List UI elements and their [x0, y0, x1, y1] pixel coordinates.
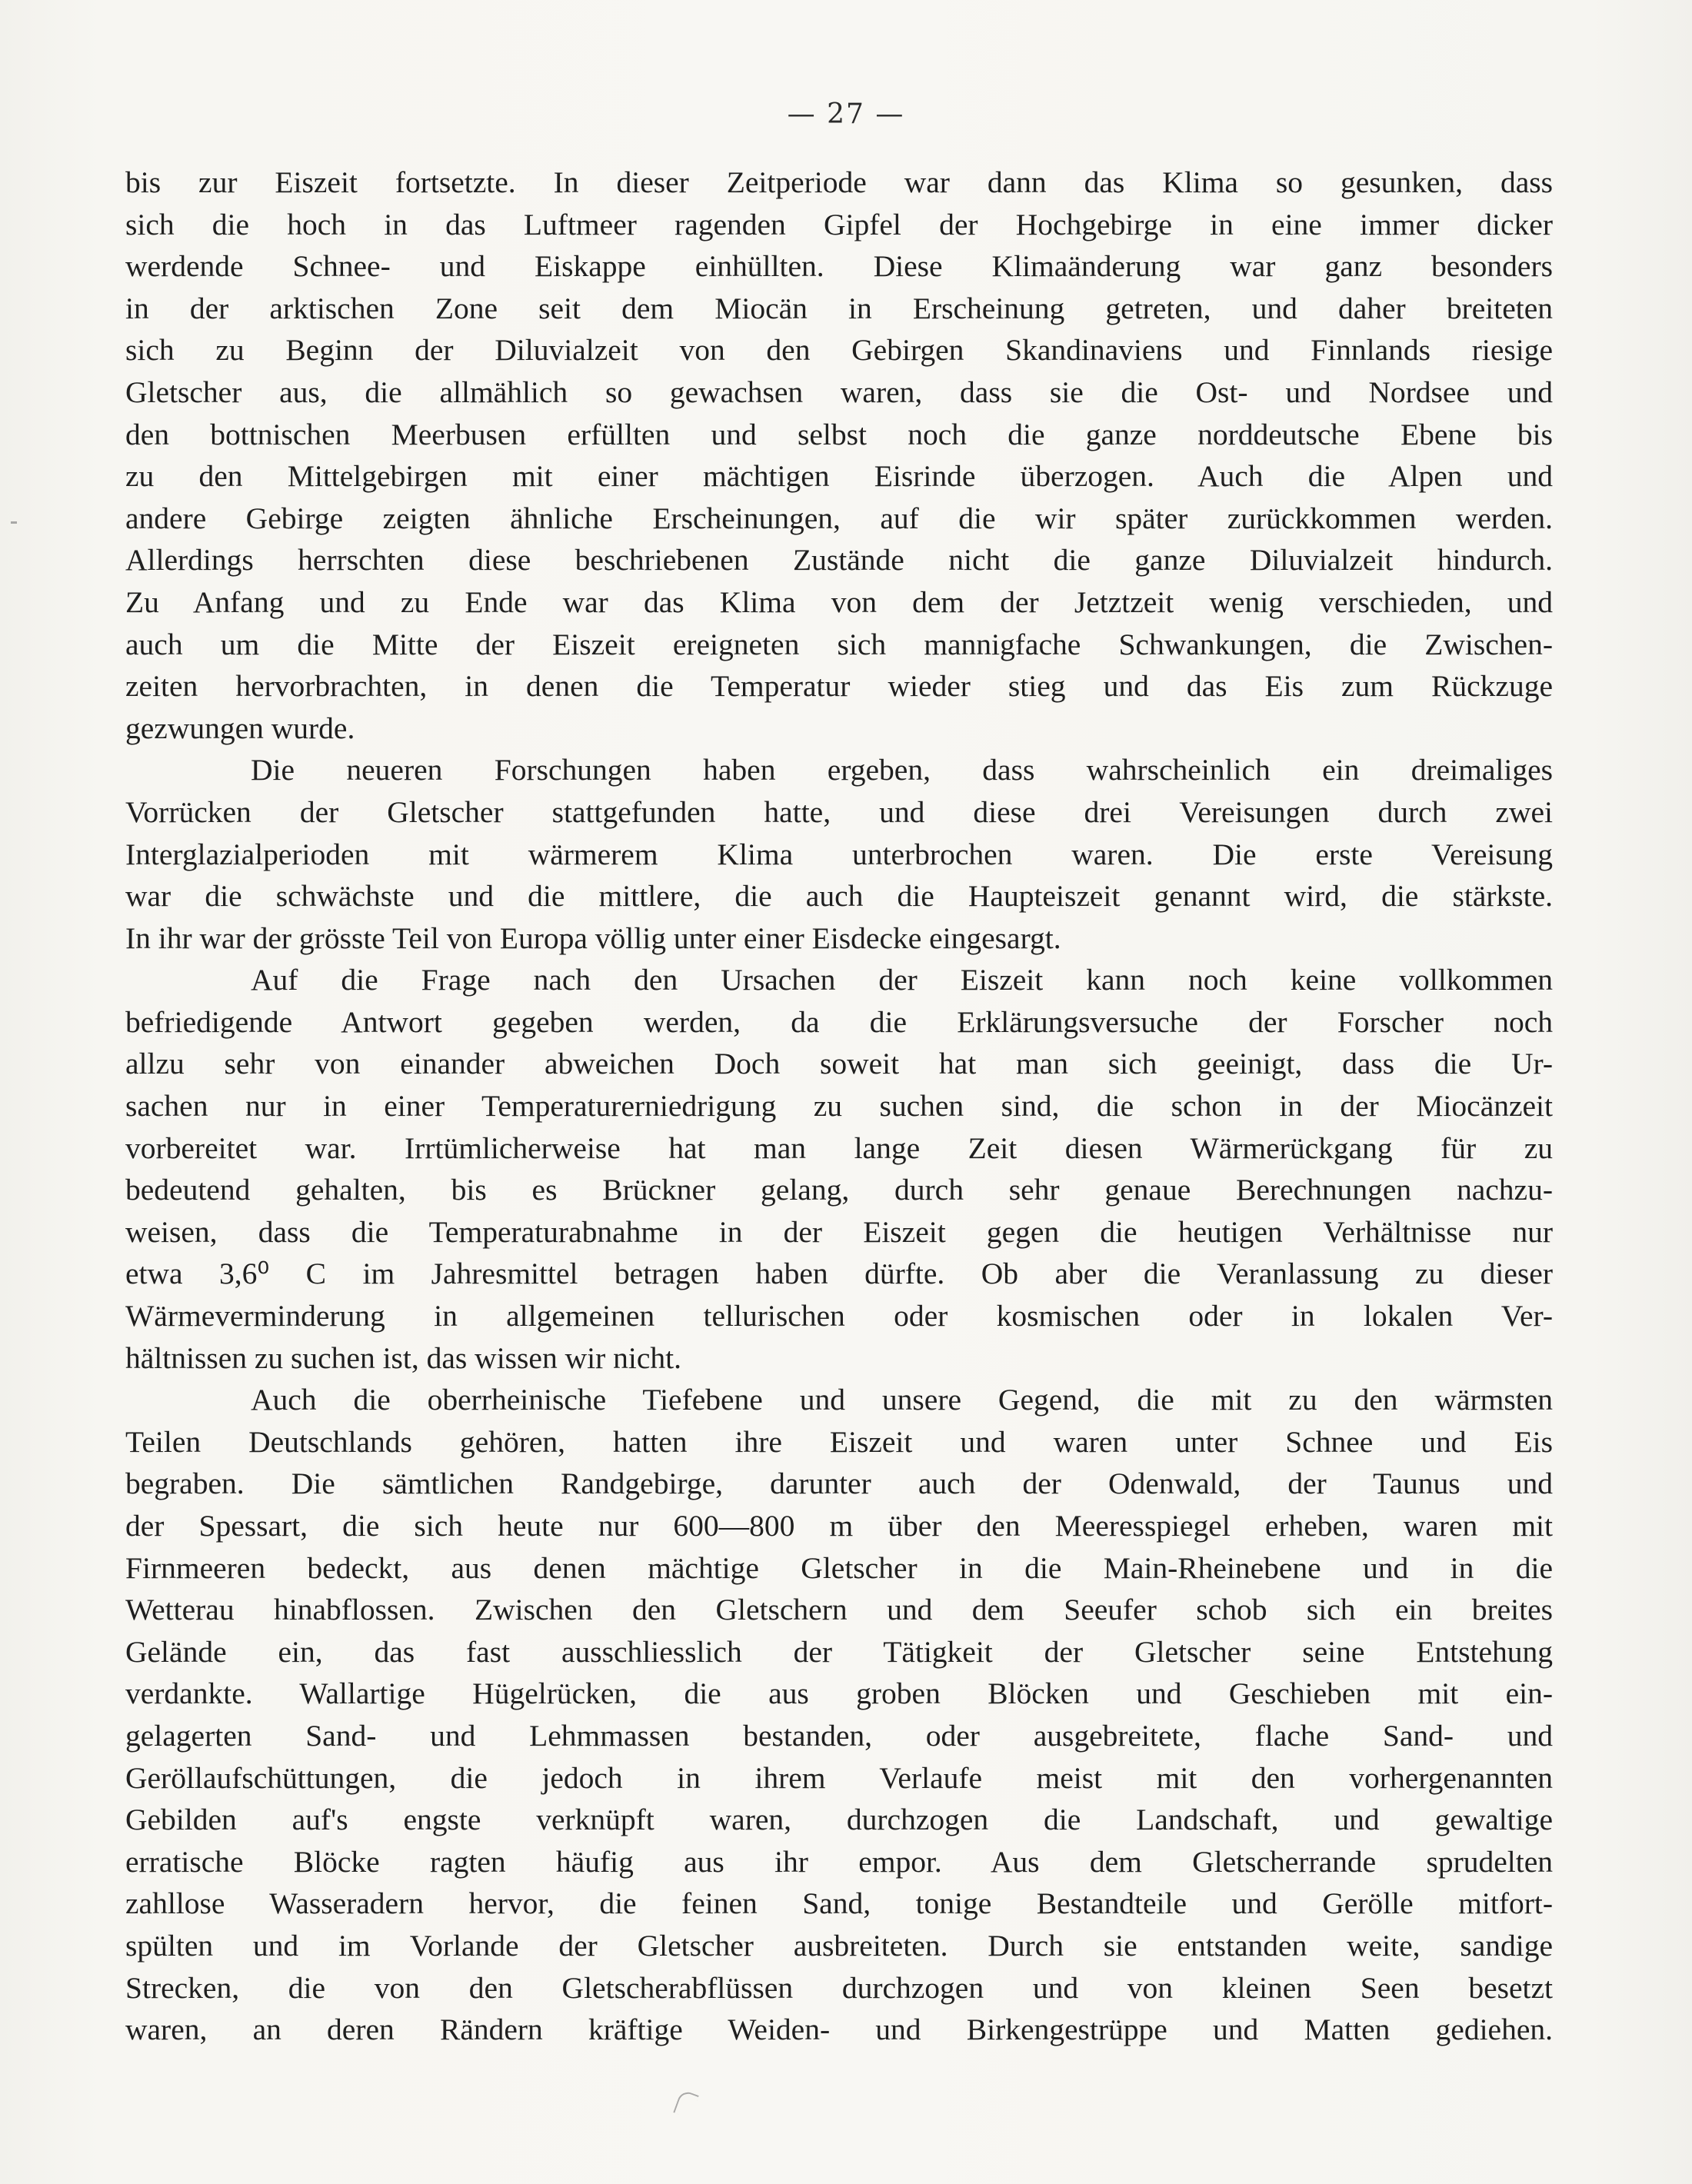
text-line: sich die hoch in das Luftmeer ragenden Gipfel der Hochgebirge in eine immer dicker	[125, 207, 1553, 241]
text-line: in der arktischen Zone seit dem Miocän in Erscheinung getreten, und daher breiteten	[125, 291, 1553, 325]
text-line: gezwungen wurde.	[125, 711, 355, 745]
text-line: verdankte. Wallartige Hügelrücken, die aus groben Blöcken und Geschieben mit ein-	[125, 1676, 1553, 1711]
text-line: auch um die Mitte der Eiszeit ereigneten sich mannigfache Schwankungen, die Zwischen-	[125, 627, 1553, 661]
text-line: andere Gebirge zeigten ähnliche Erscheinungen, auf die wir später zurückkommen werden.	[125, 501, 1553, 535]
text-line: gelagerten Sand- und Lehmmassen bestanden, oder ausgebreitete, flache Sand- und	[125, 1718, 1553, 1753]
body-text	[125, 161, 1553, 2051]
text-line: vorbereitet war. Irrtümlicherweise hat man lange Zeit diesen Wärmerückgang für zu	[125, 1130, 1553, 1165]
text-line: Auch die oberrheinische Tiefebene und unsere Gegend, die mit zu den wärmsten	[251, 1383, 1553, 1417]
text-line: weisen, dass die Temperaturabnahme in der Eiszeit gegen die heutigen Verhältnisse nur	[125, 1214, 1553, 1249]
text-line: Gelände ein, das fast ausschliesslich der Tätigkeit der Gletscher seine Entstehung	[125, 1634, 1553, 1669]
text-line: war die schwächste und die mittlere, die auch die Haupteiszeit genannt wird, die stärkste.	[125, 879, 1553, 914]
text-line: befriedigende Antwort gegeben werden, da die Erklärungsversuche der Forscher noch	[125, 1004, 1553, 1039]
text-line: Auf die Frage nach den Ursachen der Eiszeit kann noch keine vollkommen	[251, 963, 1553, 997]
text-line: sich zu Beginn der Diluvialzeit von den Gebirgen Skandinaviens und Finnlands riesige	[125, 333, 1553, 368]
text-line: In ihr war der grösste Teil von Europa völlig unter einer Eisdecke eingesargt.	[125, 921, 1061, 955]
text-line: Gebilden auf's engste verknüpft waren, durchzogen die Landschaft, und gewaltige	[125, 1803, 1553, 1837]
text-line: Zu Anfang und zu Ende war das Klima von dem der Jetztzeit wenig verschieden, und	[125, 584, 1553, 619]
text-line: allzu sehr von einander abweichen Doch soweit hat man sich geeinigt, dass die Ur-	[125, 1047, 1553, 1081]
text-line: Interglazialperioden mit wärmerem Klima unterbrochen waren. Die erste Vereisung	[125, 837, 1553, 871]
margin-mark	[11, 521, 17, 524]
text-line: zu den Mittelgebirgen mit einer mächtigen Eisrinde überzogen. Auch die Alpen und	[125, 459, 1553, 494]
ink-mark	[673, 2089, 698, 2119]
text-line: Firnmeeren bedeckt, aus denen mächtige Gletscher in die Main-Rheinebene und in die	[125, 1550, 1553, 1585]
text-line: Strecken, die von den Gletscherabflüssen durchzogen und von kleinen Seen besetzt	[125, 1970, 1553, 2005]
text-line: zahllose Wasseradern hervor, die feinen Sand, tonige Bestandteile und Gerölle mitfort-	[125, 1886, 1553, 1921]
text-line: begraben. Die sämtlichen Randgebirge, darunter auch der Odenwald, der Taunus und	[125, 1467, 1553, 1501]
text-line: waren, an deren Rändern kräftige Weiden- und Birkengestrüppe und Matten gediehen.	[125, 2013, 1553, 2047]
text-line: hältnissen zu suchen ist, das wissen wir nicht.	[125, 1340, 681, 1375]
text-line: der Spessart, die sich heute nur 600—800 m über den Meeresspiegel erheben, waren mit	[125, 1509, 1553, 1543]
text-line: etwa 3,6⁰ C im Jahresmittel betragen haben dürfte. Ob aber die Veranlassung zu dieser	[125, 1257, 1553, 1291]
text-line: spülten und im Vorlande der Gletscher ausbreiteten. Durch sie entstanden weite, sandige	[125, 1928, 1553, 1963]
text-line: bis zur Eiszeit fortsetzte. In dieser Zeitperiode war dann das Klima so gesunken, dass	[125, 165, 1553, 199]
text-line: Wärmeverminderung in allgemeinen tellurischen oder kosmischen oder in lokalen Ver-	[125, 1299, 1553, 1333]
text-line: erratische Blöcke ragten häufig aus ihr empor. Aus dem Gletscherrande sprudelten	[125, 1844, 1553, 1879]
text-line: Gletscher aus, die allmählich so gewachsen waren, dass sie die Ost- und Nordsee und	[125, 375, 1553, 409]
page-number: — 27 —	[787, 98, 905, 130]
text-line: bedeutend gehalten, bis es Brückner gelang, durch sehr genaue Berechnungen nachzu-	[125, 1173, 1553, 1207]
text-line: Geröllaufschüttungen, die jedoch in ihrem Verlaufe meist mit den vorhergenannten	[125, 1760, 1553, 1795]
text-line: den bottnischen Meerbusen erfüllten und selbst noch die ganze norddeutsche Ebene bis	[125, 417, 1553, 451]
text-line: Wetterau hinabflossen. Zwischen den Gletschern und dem Seeufer schob sich ein breites	[125, 1593, 1553, 1627]
text-line: Teilen Deutschlands gehören, hatten ihre Eiszeit und waren unter Schnee und Eis	[125, 1424, 1553, 1459]
text-line: zeiten hervorbrachten, in denen die Temperatur wieder stieg und das Eis zum Rückzuge	[125, 669, 1553, 704]
text-line: Vorrücken der Gletscher stattgefunden hatte, und diese drei Vereisungen durch zwei	[125, 794, 1553, 829]
text-line: Allerdings herrschten diese beschriebenen Zustände nicht die ganze Diluvialzeit hindurch.	[125, 543, 1553, 578]
text-line: Die neueren Forschungen haben ergeben, dass wahrscheinlich ein dreimaliges	[251, 753, 1553, 787]
text-line: sachen nur in einer Temperaturerniedrigung zu suchen sind, die schon in der Miocänzeit	[125, 1089, 1553, 1124]
text-line: werdende Schnee- und Eiskappe einhüllten. Diese Klimaänderung war ganz besonders	[125, 249, 1553, 284]
